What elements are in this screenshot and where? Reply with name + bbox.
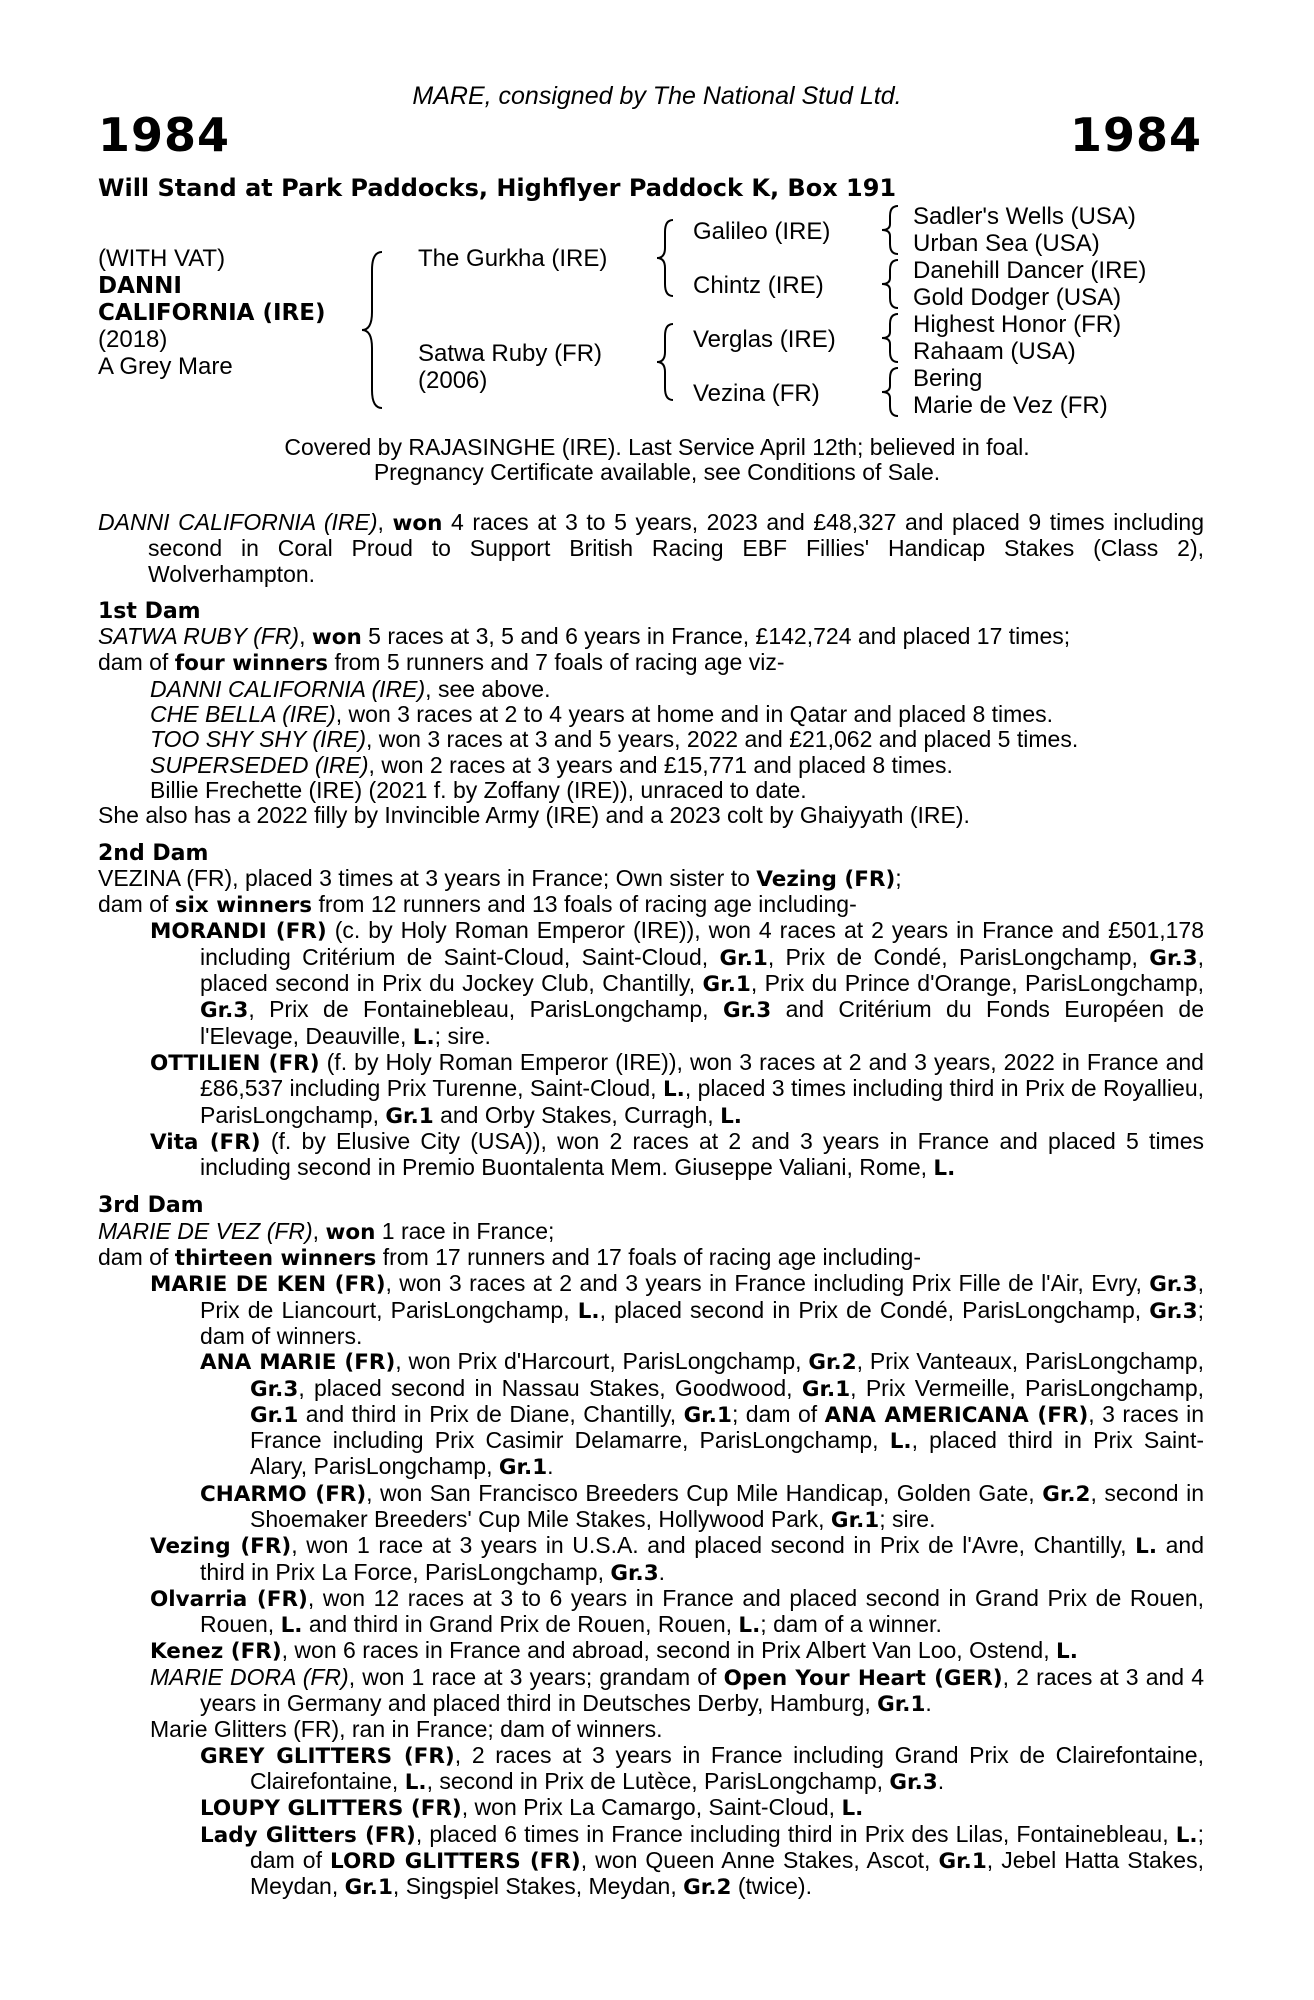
intro-paragraph xyxy=(98,510,1204,587)
t: (f. by Elusive City (USA)), won 2 races at 2 and 3 years in France and placed 5 times including second in Premio Buontalenta Mem. Giuseppe Valiani, Rome, xyxy=(200,1127,1205,1181)
pedigree-g3-5: Highest Honor (FR) xyxy=(913,311,1122,338)
produce-item xyxy=(98,677,1204,702)
grade: Gr.1 xyxy=(719,945,768,971)
grade: Gr.3 xyxy=(889,1769,938,1795)
produce-name: ANA MARIE (FR) xyxy=(200,1350,396,1376)
produce-name: ANA AMERICANA (FR) xyxy=(824,1402,1089,1428)
second-dam-produce-line xyxy=(98,892,1204,918)
produce-name: Open Your Heart (GER) xyxy=(723,1665,1003,1691)
first-dam-record: 5 races at 3, 5 and 6 years in France, £142,724 and placed 17 times; xyxy=(361,623,1071,650)
pedigree-dam-year: (2006) xyxy=(418,367,488,394)
t: , won Queen Anne Stakes, Ascot, xyxy=(580,1846,939,1873)
produce-name: LORD GLITTERS (FR) xyxy=(330,1848,581,1874)
grandproduce-item xyxy=(98,1743,1204,1796)
produce-name: MORANDI (FR) xyxy=(150,919,327,945)
produce-text: , see above. xyxy=(425,675,551,702)
grade: L. xyxy=(738,1613,761,1639)
grade: L. xyxy=(1056,1639,1078,1665)
t: (c. by Holy Roman Emperor (IRE)), won 4 races at 2 years in France and £501,178 including Critérium de Saint-Cloud, Saint-Cloud, xyxy=(200,917,1205,970)
grade: Gr.1 xyxy=(250,1402,299,1428)
t: , Singspiel Stakes, Meydan, xyxy=(392,1873,684,1900)
lot-number-left: 1984 xyxy=(98,108,231,162)
horse-name-line1: DANNI xyxy=(98,273,182,299)
grade: Gr.3 xyxy=(1149,945,1198,971)
sep: ; xyxy=(895,864,902,891)
produce-item xyxy=(98,1129,1204,1182)
t: , Prix Vermeille, ParisLongchamp, xyxy=(850,1374,1204,1401)
pregnancy-note: Pregnancy Certificate available, see Conditions of Sale. xyxy=(373,459,941,485)
grade: Gr.2 xyxy=(683,1875,732,1901)
intro-text: 4 races at 3 to 5 years, 2023 and £48,327 and placed 9 times including second in Coral Proud to Support British Racing EBF Fillies' Handicap Stakes (Class 2), Wolverhampton. xyxy=(148,509,1205,587)
third-dam-heading: 3rd Dam xyxy=(98,1193,204,1219)
produce-item xyxy=(98,727,1204,752)
t: . xyxy=(937,1767,945,1794)
first-dam-heading: 1st Dam xyxy=(98,598,201,624)
grandproduce-item xyxy=(98,1349,1204,1480)
first-dam-name: SATWA RUBY (FR) xyxy=(98,623,300,650)
produce-item xyxy=(98,753,1204,778)
second-dam-line xyxy=(98,866,1204,892)
t: , placed second in Prix du Jockey Club, Chantilly, xyxy=(200,943,1204,997)
dam-of: dam of xyxy=(98,891,175,918)
sep: , xyxy=(312,1217,326,1244)
runners-text: from 12 runners and 13 foals of racing age including- xyxy=(312,891,857,918)
sep: , xyxy=(377,509,393,535)
pedigree-brace-main xyxy=(360,250,390,410)
grade: L. xyxy=(662,1077,685,1103)
produce-name: Olvarria (FR) xyxy=(150,1586,308,1612)
third-dam-line xyxy=(98,1219,1204,1245)
produce-item xyxy=(98,1638,1204,1664)
winners-count: thirteen winners xyxy=(174,1246,377,1272)
t: and third in Prix La Force, ParisLongchamp, xyxy=(200,1532,1204,1585)
produce-name: Lady Glitters (FR) xyxy=(200,1822,416,1848)
pedigree-sire: The Gurkha (IRE) xyxy=(418,245,608,272)
grade: Gr.1 xyxy=(801,1376,851,1402)
grandproduce-item xyxy=(98,1481,1204,1534)
winners-count: six winners xyxy=(174,893,313,919)
grade: L. xyxy=(577,1298,600,1324)
third-dam-name: MARIE DE VEZ (FR) xyxy=(98,1217,313,1244)
grade: Gr.1 xyxy=(344,1875,393,1901)
produce-name: CHE BELLA (IRE) xyxy=(150,701,336,728)
grade: L. xyxy=(841,1796,864,1822)
grade: Gr.3 xyxy=(722,998,772,1024)
pedigree-g3-7: Bering xyxy=(913,365,983,392)
t: and Orby Stakes, Curragh, xyxy=(433,1101,721,1128)
pedigree-sire-dam: Chintz (IRE) xyxy=(693,272,824,299)
t: , second in Shoemaker Breeders' Cup Mile Stakes, Hollywood Park, xyxy=(250,1479,1204,1532)
sep: , xyxy=(299,623,312,650)
pedigree-g3-2: Urban Sea (USA) xyxy=(913,230,1100,257)
t: and Critérium du Fonds Européen de l'Elevage, Deauville, xyxy=(200,996,1204,1049)
t: , placed second in Nassau Stakes, Goodwood, xyxy=(298,1374,802,1401)
t: , won 6 races in France and abroad, second in Prix Albert Van Loo, Ostend, xyxy=(281,1637,1057,1664)
t: , placed third in Prix Saint-Alary, ParisLongchamp, xyxy=(250,1427,1204,1480)
grade: L. xyxy=(404,1769,427,1795)
t: , Prix du Prince d'Orange, ParisLongchamp, xyxy=(750,970,1204,997)
produce-name: LOUPY GLITTERS (FR) xyxy=(200,1796,462,1822)
produce-item xyxy=(98,702,1204,727)
grade: L. xyxy=(1135,1534,1158,1560)
pedigree-brace-3 xyxy=(880,312,902,364)
t: , 2 races at 3 and 4 years in Germany and placed third in Deutsches Derby, Hamburg, xyxy=(200,1663,1204,1717)
produce-name: DANNI CALIFORNIA (IRE) xyxy=(150,675,426,702)
t: , Jebel Hatta Stakes, Meydan, xyxy=(250,1846,1204,1900)
grade: Gr.1 xyxy=(938,1848,987,1874)
runners-text: from 17 runners and 17 foals of racing age including- xyxy=(376,1244,921,1271)
pedigree-brace-1 xyxy=(880,204,902,256)
pedigree-g3-8: Marie de Vez (FR) xyxy=(913,392,1108,419)
produce-name: MARIE DE KEN (FR) xyxy=(150,1272,386,1298)
t: , Prix de Liancourt, ParisLongchamp, xyxy=(200,1270,1204,1323)
t: ; sire. xyxy=(879,1505,936,1532)
horse-foaling-year: (2018) xyxy=(98,326,168,353)
produce-item xyxy=(98,1533,1204,1586)
t: , won 1 race at 3 years; grandam of xyxy=(348,1663,724,1690)
produce-name: GREY GLITTERS (FR) xyxy=(200,1743,455,1769)
t: , won San Francisco Breeders Cup Mile Handicap, Golden Gate, xyxy=(366,1479,1043,1506)
produce-name: OTTILIEN (FR) xyxy=(150,1050,320,1076)
stand-location: Will Stand at Park Paddocks, Highflyer Paddock K, Box 191 xyxy=(98,174,897,202)
pedigree-g3-4: Gold Dodger (USA) xyxy=(913,284,1122,311)
dam-of: dam of xyxy=(98,649,175,676)
dam-of: dam of xyxy=(98,1244,175,1271)
sister-name: Vezing (FR) xyxy=(756,866,896,892)
t: ; dam of xyxy=(250,1820,1204,1873)
pedigree-dam-dam: Vezina (FR) xyxy=(693,380,820,407)
grade: L. xyxy=(889,1429,912,1455)
t: , won Prix La Camargo, Saint-Cloud, xyxy=(461,1794,842,1821)
produce-item: Marie Glitters (FR), ran in France; dam of winners. xyxy=(150,1716,663,1743)
grade: Gr.3 xyxy=(610,1560,659,1586)
t: , 2 races at 3 years in France including Grand Prix de Clairefontaine, Clairefontaine, xyxy=(250,1741,1204,1794)
pedigree-g3-3: Danehill Dancer (IRE) xyxy=(913,257,1147,284)
first-dam-produce-line xyxy=(98,650,1204,676)
t: ; dam of xyxy=(731,1400,825,1427)
produce-text: , won 3 races at 2 to 4 years at home and in Qatar and placed 8 times. xyxy=(335,701,1053,728)
produce-name: Vezing (FR) xyxy=(150,1534,292,1560)
lot-number-right: 1984 xyxy=(1069,108,1202,162)
t: , won 12 races at 3 to 6 years in France and placed second in Grand Prix de Rouen, Rouen, xyxy=(200,1584,1205,1638)
t: (f. by Holy Roman Emperor (IRE)), won 3 races at 2 and 3 years, 2022 in France and £86,537 including Prix Turenne, Saint-Cloud, xyxy=(200,1048,1204,1102)
pedigree-brace-dam xyxy=(655,322,677,402)
grade: L. xyxy=(720,1103,742,1129)
grade: L. xyxy=(412,1024,435,1050)
grade: Gr.1 xyxy=(702,972,751,998)
produce-item xyxy=(98,1586,1204,1639)
t: , second in Prix de Lutèce, ParisLongchamp, xyxy=(426,1767,890,1794)
runners-text: from 5 runners and 7 foals of racing age viz- xyxy=(328,649,785,676)
produce-item: Billie Frechette (IRE) (2021 f. by Zoffany (IRE)), unraced to date. xyxy=(150,776,807,803)
t: , won Prix d'Harcourt, ParisLongchamp, xyxy=(395,1348,809,1375)
t: , placed 3 times including third in Prix de Royallieu, ParisLongchamp, xyxy=(200,1075,1205,1128)
covering-note: Covered by RAJASINGHE (IRE). Last Service April 12th; believed in foal. xyxy=(284,434,1030,460)
t: , won 3 races at 2 and 3 years in France including Prix Fille de l'Air, Evry, xyxy=(385,1270,1150,1297)
third-dam-produce-line xyxy=(98,1245,1204,1271)
t: ; dam of winners. xyxy=(200,1296,1204,1349)
t: , placed 6 times in France including third in Prix des Lilas, Fontainebleau, xyxy=(415,1820,1176,1847)
won-bold: won xyxy=(325,1219,376,1245)
produce-name: TOO SHY SHY (IRE) xyxy=(150,726,366,753)
vat-note: (WITH VAT) xyxy=(98,245,226,272)
produce-text: , won 2 races at 3 years and £15,771 and placed 8 times. xyxy=(368,751,953,778)
pedigree-dam: Satwa Ruby (FR) xyxy=(418,340,603,367)
produce-name: Kenez (FR) xyxy=(150,1639,282,1665)
t: and third in Grand Prix de Rouen, Rouen, xyxy=(302,1611,739,1638)
t: and third in Prix de Diane, Chantilly, xyxy=(298,1400,684,1427)
grade: L. xyxy=(933,1156,956,1182)
t: , Prix de Condé, ParisLongchamp, xyxy=(767,943,1150,970)
t: , won 1 race at 3 years in U.S.A. and placed second in Prix de l'Avre, Chantilly, xyxy=(291,1532,1136,1559)
grandproduce-item xyxy=(98,1822,1204,1901)
won-bold: won xyxy=(311,625,362,651)
second-dam-heading: 2nd Dam xyxy=(98,840,209,866)
horse-description: A Grey Mare xyxy=(98,353,233,380)
first-dam-line xyxy=(98,624,1204,650)
pedigree-brace-2 xyxy=(880,258,902,310)
produce-name: MARIE DORA (FR) xyxy=(150,1663,349,1690)
pedigree-brace-sire xyxy=(655,218,677,298)
catalogue-body xyxy=(98,510,1204,1900)
grade: Gr.1 xyxy=(385,1103,434,1129)
produce-item xyxy=(98,1050,1204,1129)
produce-item xyxy=(98,918,1204,1049)
grade: Gr.1 xyxy=(498,1455,548,1481)
grade: Gr.1 xyxy=(683,1402,732,1428)
grade: L. xyxy=(280,1613,303,1639)
t: . xyxy=(547,1453,554,1480)
t: . xyxy=(658,1558,666,1585)
produce-item xyxy=(98,1665,1204,1718)
t: , Prix de Fontainebleau, ParisLongchamp, xyxy=(248,996,723,1023)
second-dam-record: VEZINA (FR), placed 3 times at 3 years in France; Own sister to xyxy=(98,864,757,891)
pedigree-brace-4 xyxy=(880,366,902,418)
grade: Gr.3 xyxy=(200,998,249,1024)
t: , 3 races in France including Prix Casimir Delamarre, ParisLongchamp, xyxy=(250,1400,1205,1454)
consignor-subtitle: MARE, consigned by The National Stud Ltd. xyxy=(412,82,902,110)
winners-count: four winners xyxy=(174,651,329,677)
grade: L. xyxy=(1175,1822,1198,1848)
grade: Gr.1 xyxy=(877,1692,926,1718)
grade: Gr.2 xyxy=(808,1350,857,1376)
grandproduce-item xyxy=(98,1795,1204,1821)
t: , Prix Vanteaux, ParisLongchamp, xyxy=(856,1348,1204,1375)
grade: Gr.3 xyxy=(1149,1272,1198,1298)
pedigree-sire-sire: Galileo (IRE) xyxy=(693,218,831,245)
produce-name: Vita (FR) xyxy=(150,1129,261,1155)
produce-item xyxy=(98,1271,1204,1349)
first-dam-also: She also has a 2022 filly by Invincible Army (IRE) and a 2023 colt by Ghaiyyath (IRE). xyxy=(98,802,970,829)
pedigree-g3-1: Sadler's Wells (USA) xyxy=(913,203,1136,230)
third-dam-record: 1 race in France; xyxy=(375,1217,555,1244)
produce-name: SUPERSEDED (IRE) xyxy=(150,751,369,778)
t: . xyxy=(925,1690,932,1717)
grade: Gr.2 xyxy=(1042,1481,1091,1507)
grade: Gr.3 xyxy=(1149,1298,1198,1324)
horse-name-line2: CALIFORNIA (IRE) xyxy=(98,300,326,326)
won-bold: won xyxy=(392,511,443,536)
t: (twice). xyxy=(731,1873,812,1900)
grade: Gr.1 xyxy=(830,1507,880,1533)
produce-text: , won 3 races at 3 and 5 years, 2022 and £21,062 and placed 5 times. xyxy=(366,726,1079,753)
produce-name: CHARMO (FR) xyxy=(200,1481,367,1507)
pedigree-dam-sire: Verglas (IRE) xyxy=(693,326,836,353)
t: ; sire. xyxy=(434,1022,491,1049)
pedigree-g3-6: Rahaam (USA) xyxy=(913,338,1076,365)
horse-name-italic: DANNI CALIFORNIA (IRE) xyxy=(98,509,378,535)
t: ; dam of a winner. xyxy=(760,1611,942,1638)
t: , placed second in Prix de Condé, ParisLongchamp, xyxy=(599,1296,1150,1323)
grade: Gr.3 xyxy=(250,1376,299,1402)
